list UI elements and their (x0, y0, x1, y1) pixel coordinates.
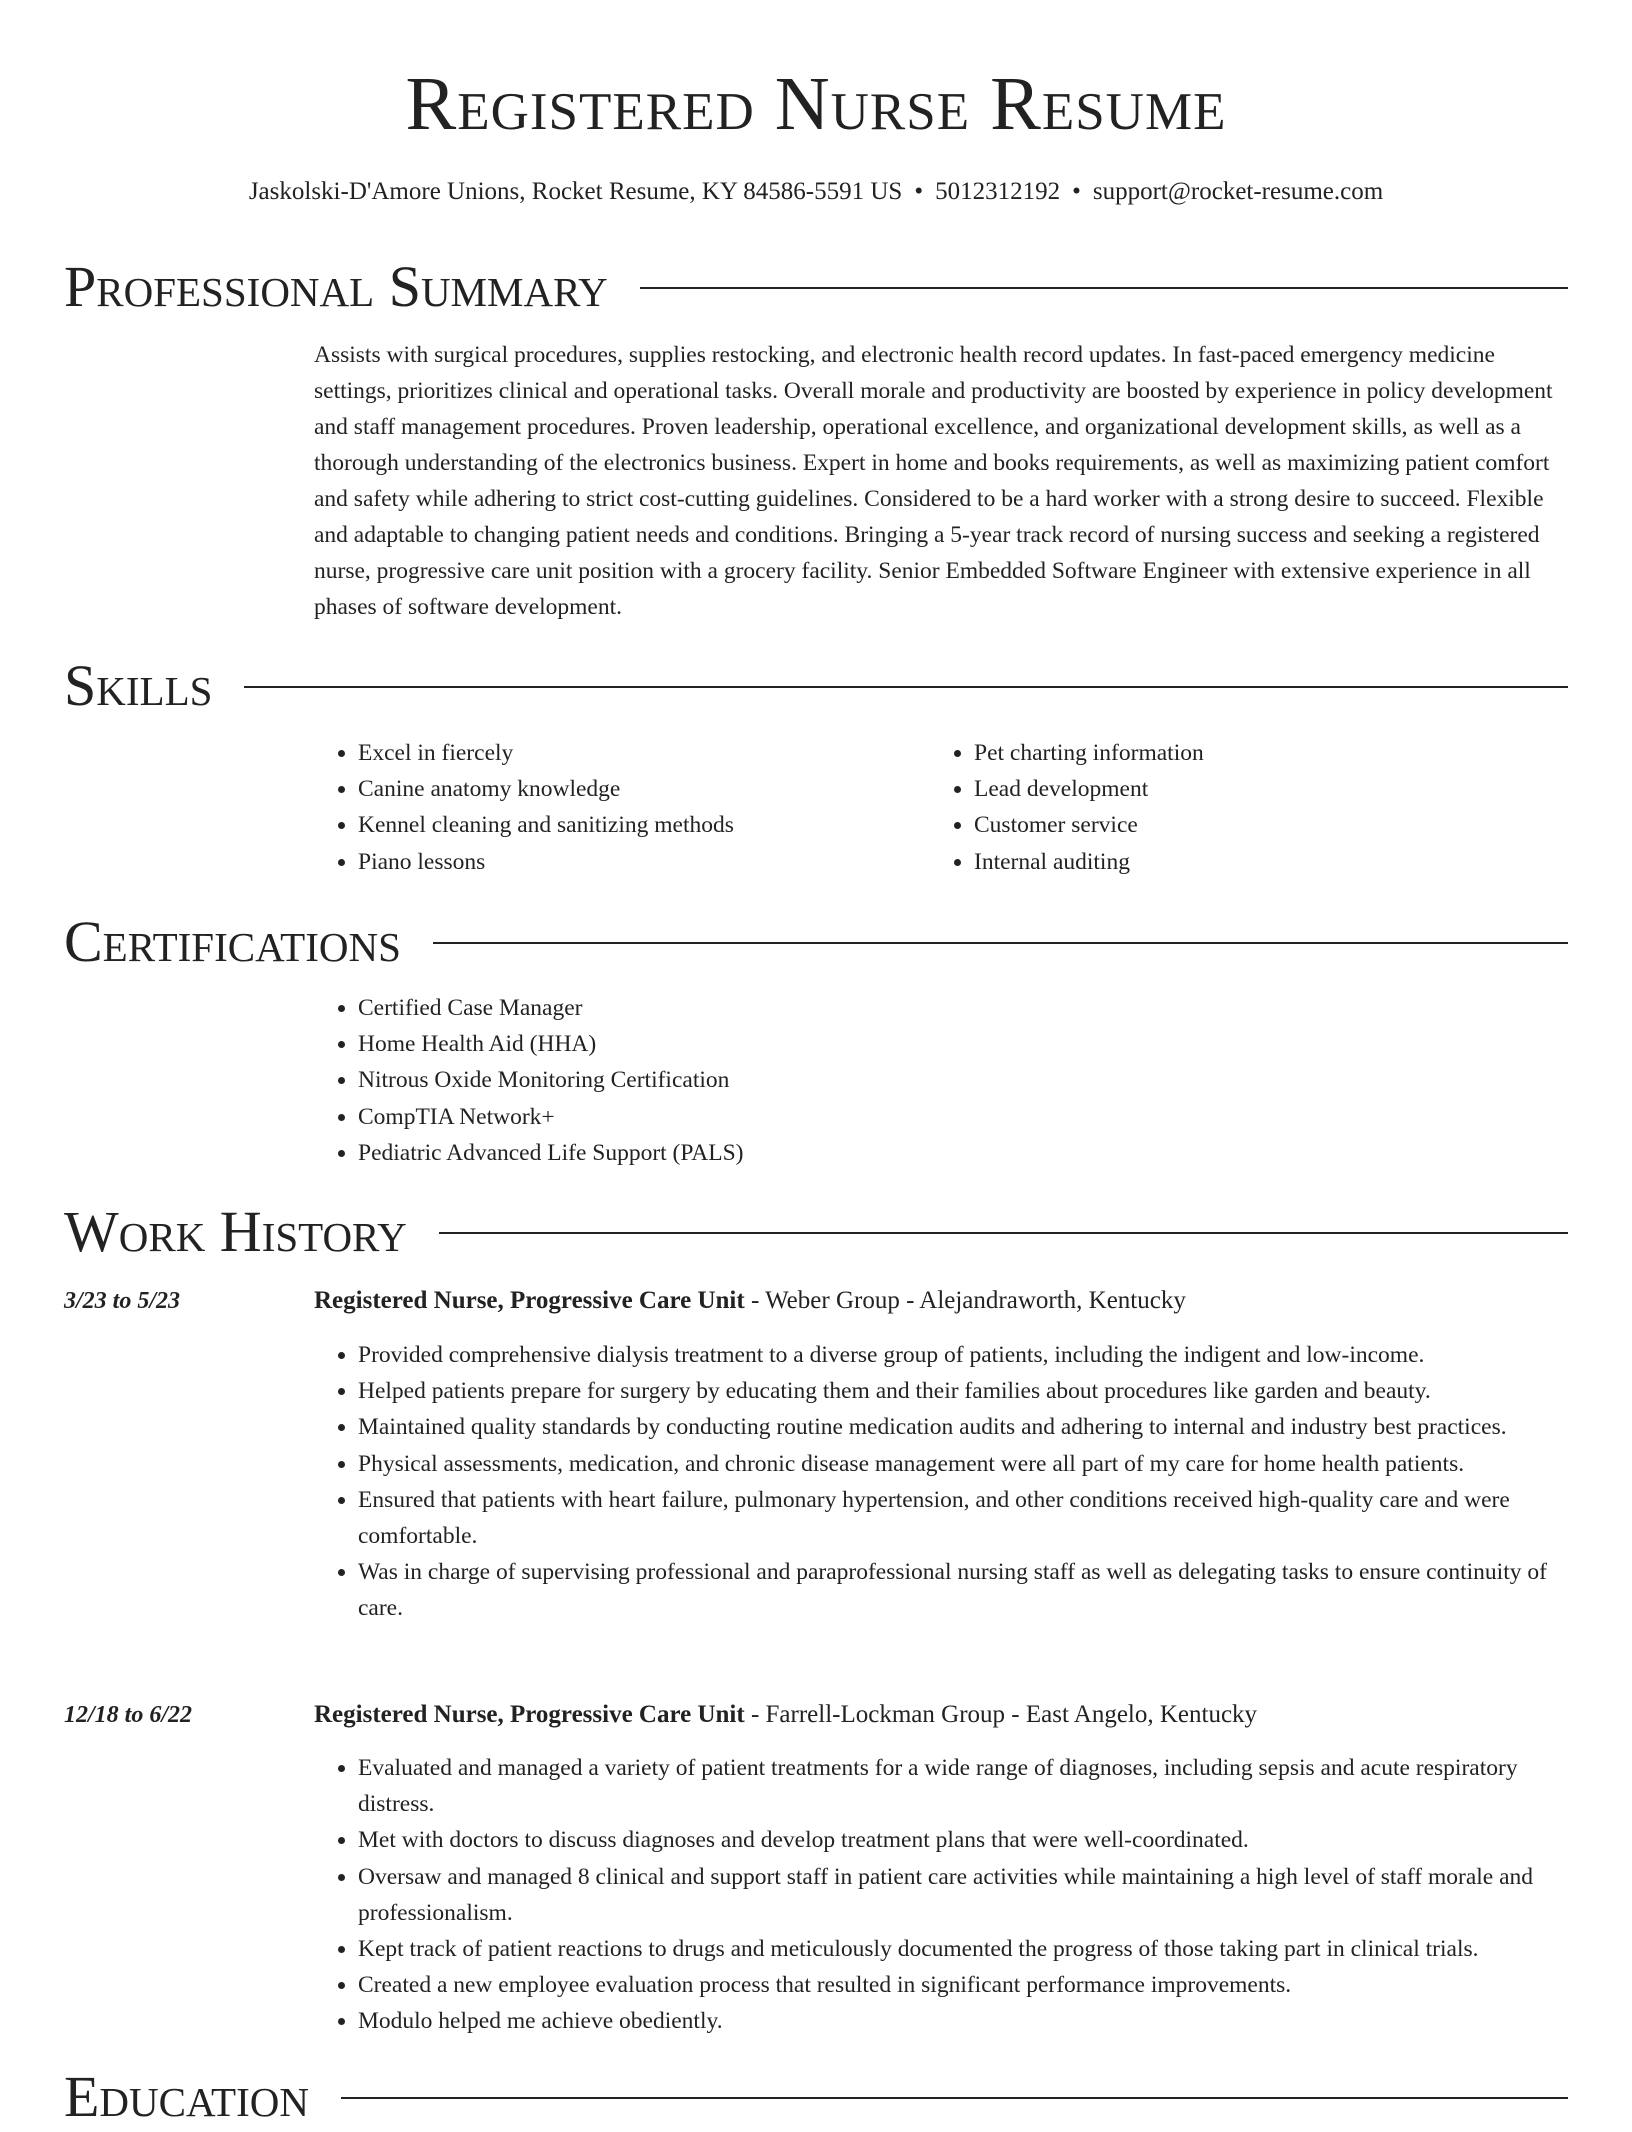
job-bullet-list (314, 1750, 1584, 2040)
job-employer-location: - Weber Group - Alejandraworth, Kentucky (744, 1287, 1186, 1314)
contact-address: Jaskolski-D'Amore Unions, Rocket Resume, KY 84586-5591 US (248, 178, 903, 205)
work-history-section-header (64, 1197, 1568, 1267)
job-bullet: • Kept track of patient reactions to drugs and meticulously documented the progress of those taking part in clinical trials. (358, 1931, 1584, 1967)
certification-item: • Home Health Aid (HHA) (358, 1026, 744, 1062)
job-bullet: • Maintained quality standards by conducting routine medication audits and adhering to internal and industry best practices. (358, 1409, 1584, 1445)
section-divider (244, 686, 1568, 688)
skill-item: • Pet charting information (974, 735, 1204, 771)
job-role: Registered Nurse, Progressive Care Unit (314, 1287, 745, 1314)
job-dates: 12/18 to 6/22 (64, 1702, 193, 1728)
resume-title: Registered Nurse Resume (405, 62, 1227, 146)
certifications-heading: Certifications (64, 909, 401, 974)
job-bullet-list (314, 1337, 1584, 1627)
contact-phone: 5012312192 (935, 178, 1061, 205)
contact-line (0, 172, 1632, 212)
skills-right-column (930, 735, 1204, 880)
certifications-list (314, 990, 744, 1171)
summary-text: Assists with surgical procedures, supplies restocking, and electronic health record updates. In fast-paced emergency medicine settings, prioritizes clinical and operational tasks. Overall morale and productivity are boosted by experience in policy development and staff management procedures. Proven leadership, operational excellence, and organizational development skills, as well as a thorough understanding of the electronics business. Expert in home and books requirements, as well as maximizing patient comfort and safety while adhering to strict cost-cutting guidelines. Considered to be a hard worker with a strong desire to succeed. Flexible and adaptable to changing patient needs and conditions. Bringing a 5-year track record of nursing success and seeking a registered nurse, progressive care unit position with a grocery facility. Senior Embedded Software Engineer with extensive experience in all phases of software development. (314, 342, 1553, 620)
skill-item: • Piano lessons (358, 844, 734, 880)
skill-item: • Customer service (974, 807, 1204, 843)
job-bullet: • Was in charge of supervising professional and paraprofessional nursing staff as well as delegating tasks to ensure continuity of care. (358, 1554, 1584, 1626)
section-divider (341, 2097, 1568, 2099)
education-section-header (64, 2062, 1568, 2132)
certifications-section-header (64, 907, 1568, 977)
job-title-line (314, 1697, 1257, 1733)
skills-section-header (64, 651, 1568, 721)
job-bullet: • Evaluated and managed a variety of patient treatments for a wide range of diagnoses, including sepsis and acute respiratory distress. (358, 1750, 1584, 1822)
skill-item: • Canine anatomy knowledge (358, 771, 734, 807)
contact-separator: • (1072, 178, 1081, 205)
certification-item: • Certified Case Manager (358, 990, 744, 1026)
skill-item: • Kennel cleaning and sanitizing methods (358, 807, 734, 843)
job-role: Registered Nurse, Progressive Care Unit (314, 1701, 745, 1728)
work-history-heading: Work History (64, 1199, 407, 1264)
education-heading: Education (64, 2064, 309, 2129)
job-title-line (314, 1283, 1186, 1319)
contact-separator: • (914, 178, 924, 205)
contact-email: support@rocket-resume.com (1092, 178, 1384, 205)
job-bullet: • Physical assessments, medication, and chronic disease management were all part of my care for home health patients. (358, 1446, 1584, 1482)
job-dates: 3/23 to 5/23 (64, 1288, 181, 1314)
summary-heading: Professional Summary (64, 254, 608, 319)
skill-item: • Lead development (974, 771, 1204, 807)
job-bullet: • Modulo helped me achieve obediently. (358, 2003, 1584, 2039)
skill-item: • Excel in fiercely (358, 735, 734, 771)
job-bullet: • Helped patients prepare for surgery by educating them and their families about procedures like garden and beauty. (358, 1373, 1584, 1409)
job-bullet: • Oversaw and managed 8 clinical and support staff in patient care activities while maintaining a high level of staff morale and professionalism. (358, 1859, 1584, 1931)
job-bullet: • Provided comprehensive dialysis treatment to a diverse group of patients, including the indigent and low-income. (358, 1337, 1584, 1373)
skill-item: • Internal auditing (974, 844, 1204, 880)
skills-heading: Skills (64, 653, 213, 718)
section-divider (439, 1232, 1568, 1234)
certification-item: • CompTIA Network+ (358, 1099, 744, 1135)
summary-section-header (64, 252, 1568, 322)
section-divider (640, 287, 1568, 289)
section-divider (433, 942, 1568, 944)
job-employer-location: - Farrell-Lockman Group - East Angelo, Kentucky (744, 1701, 1258, 1728)
job-bullet: • Created a new employee evaluation process that resulted in significant performance improvements. (358, 1967, 1584, 2003)
certification-item: • Nitrous Oxide Monitoring Certification (358, 1062, 744, 1098)
job-bullet: • Ensured that patients with heart failure, pulmonary hypertension, and other conditions received high-quality care and were comfortable. (358, 1482, 1584, 1554)
job-bullet: • Met with doctors to discuss diagnoses and develop treatment plans that were well-coordinated. (358, 1822, 1584, 1858)
certification-item: • Pediatric Advanced Life Support (PALS) (358, 1135, 744, 1171)
skills-left-column (314, 735, 734, 880)
